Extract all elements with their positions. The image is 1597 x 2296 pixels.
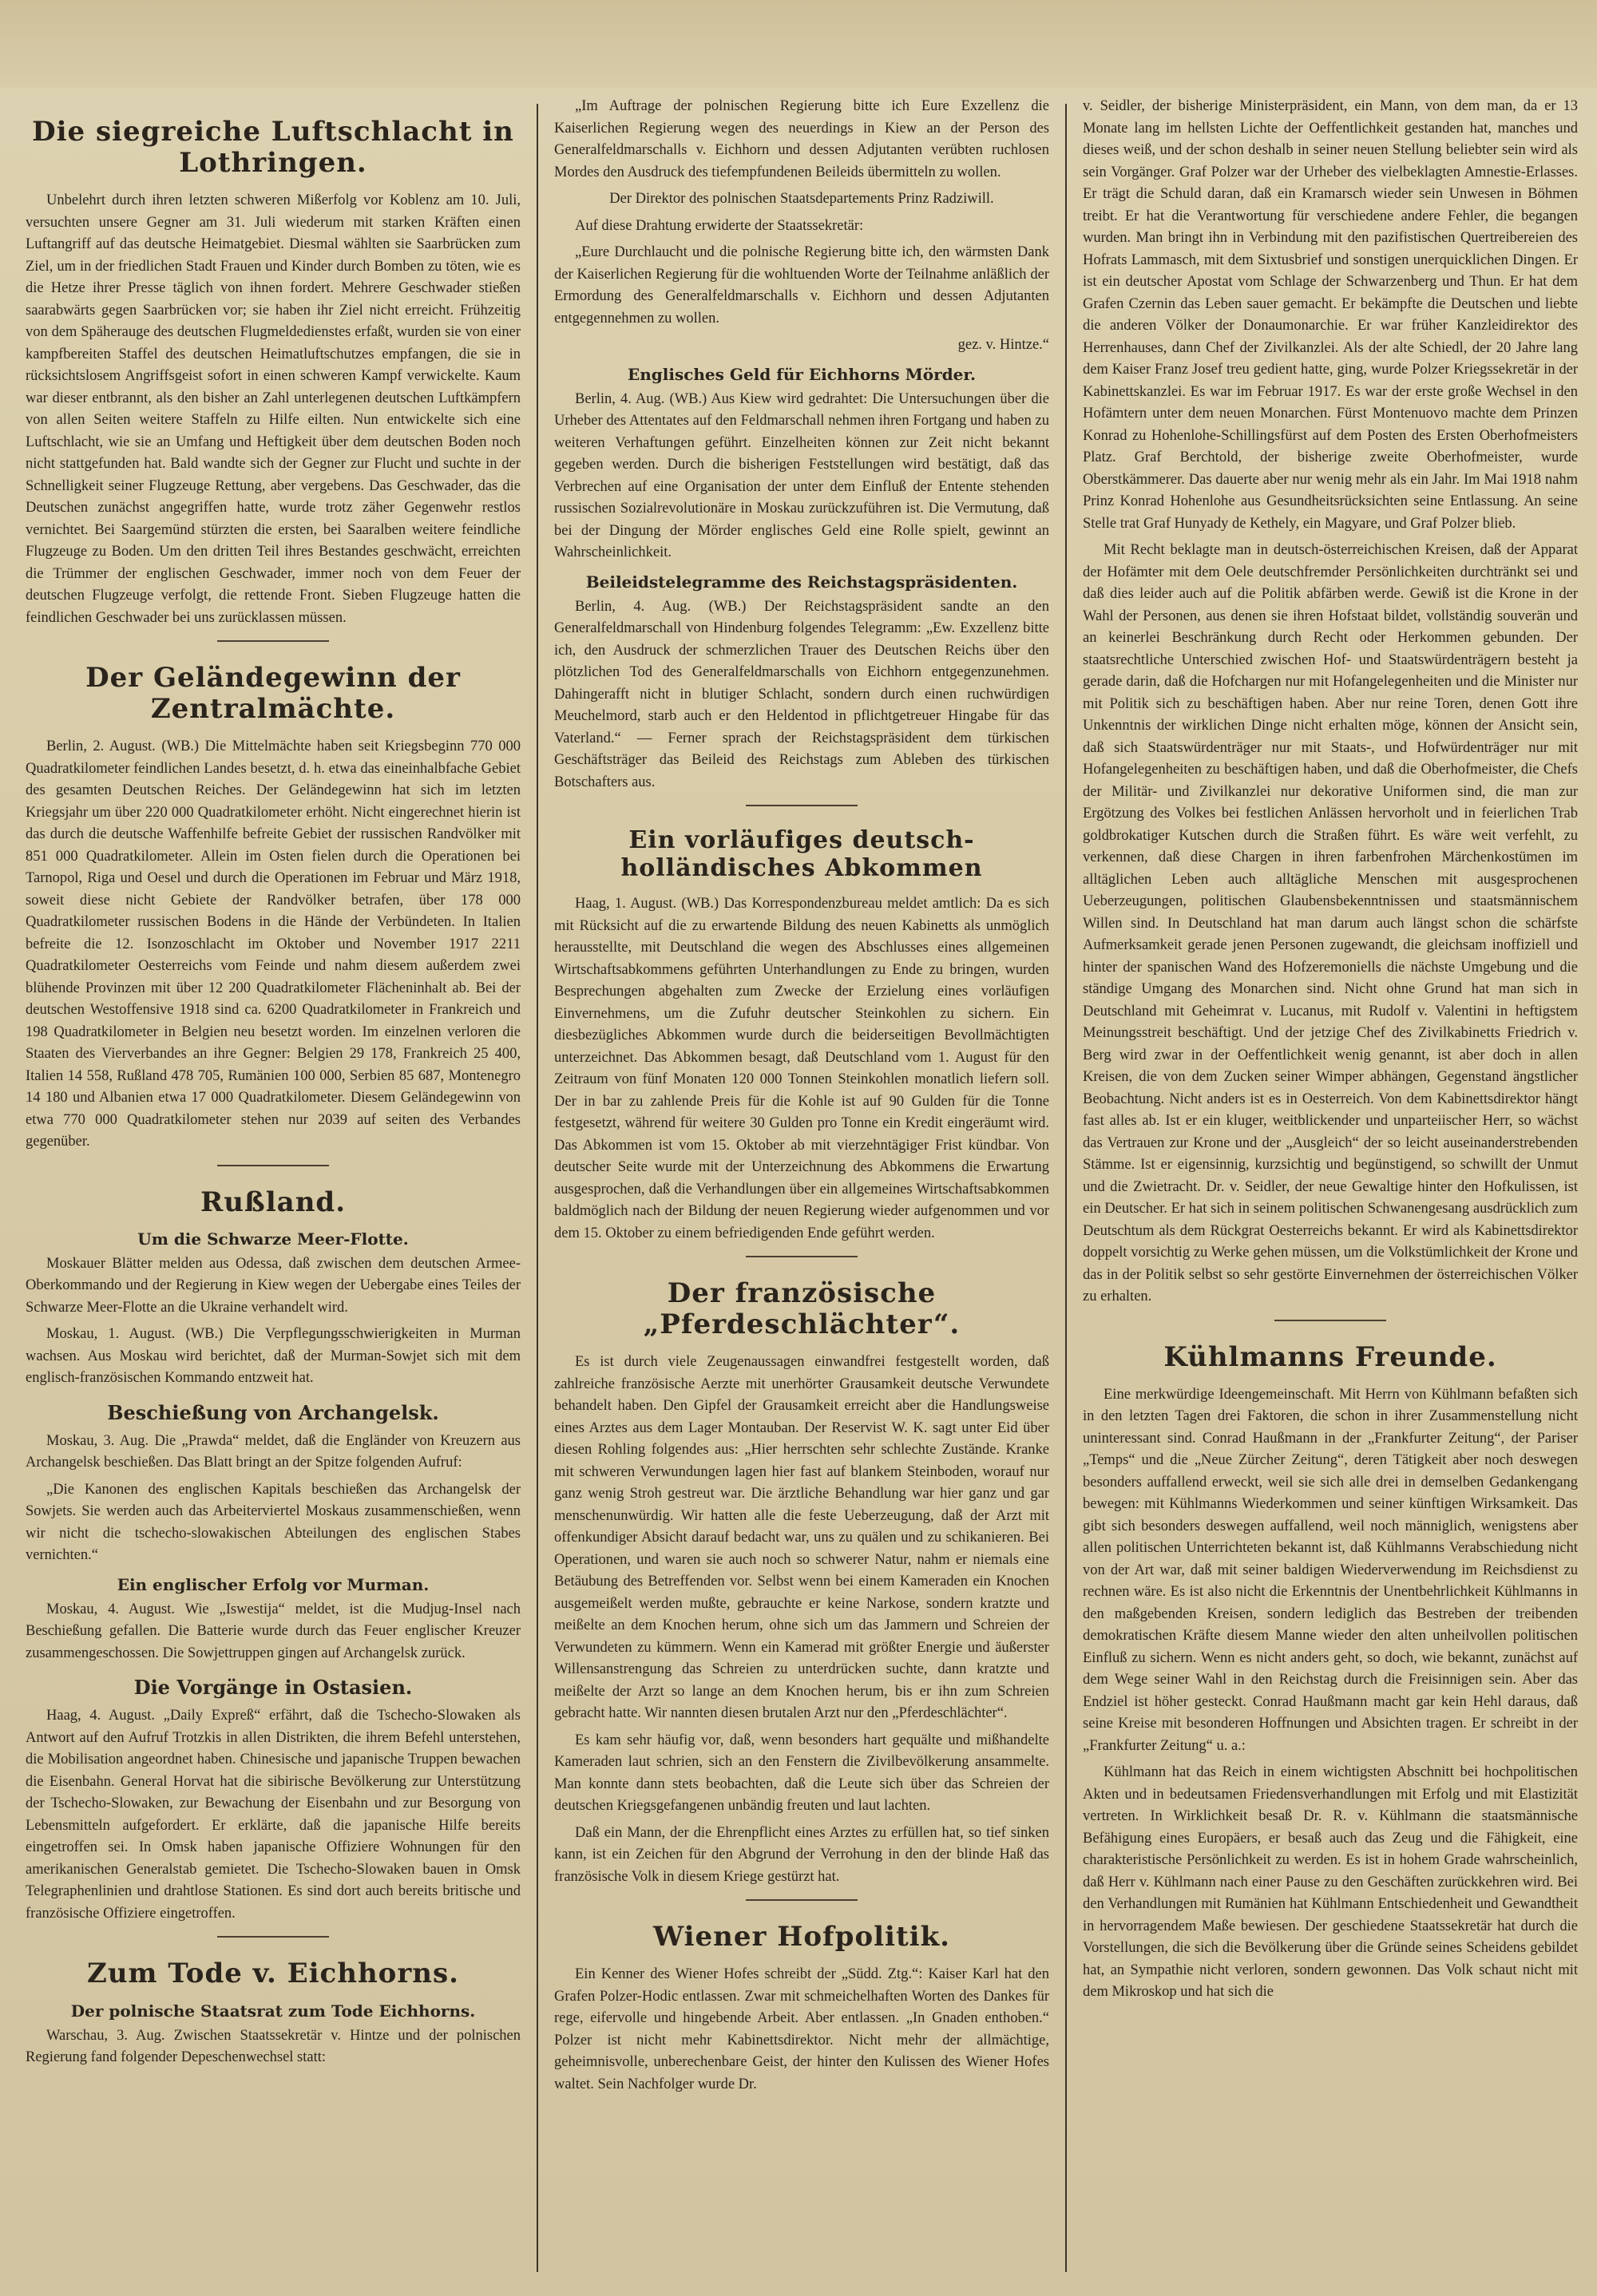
divider	[746, 1899, 858, 1901]
headline-luftschlacht: Die siegreiche Luftschlacht in Lothringen.	[32, 116, 514, 180]
article-paragraph: Berlin, 4. Aug. (WB.) Aus Kiew wird gedrahtet: Die Untersuchungen über die Urheber des Attentates auf den Feldmarschall nehmen ihren Fortgang und haben zu weiteren Verhaftungen geführt. Einzelheiten können zur Zeit nicht bekannt gegeben werden. Durch die bisherigen Feststellungen wird bestätigt, daß das Verbrechen auf eine Organisation der unter dem Einfluß der Entente stehenden russischen Sozialrevolutionäre in Moskau zurückzuführen ist. Die Vermutung, daß bei der Dingung der Mörder englisches Geld eine Rolle spielt, gewinnt an Wahrscheinlichkeit.	[554, 390, 1049, 560]
subheading-archangelsk: Beschießung von Archangelsk.	[107, 1400, 439, 1424]
article-paragraph: „Eure Durchlaucht und die polnische Regierung bitte ich, den wärmsten Dank der Kaiserlichen Regierung für die wohltuenden Worte der Teilnahme anläßlich der Ermordung des Generalfeldmarschalls v. Eichhorn und dessen Adjutanten entgegennehmen zu wollen.	[554, 244, 1049, 327]
signature: gez. v. Hintze.“	[957, 337, 1049, 353]
column-left	[18, 96, 529, 2280]
divider	[217, 1936, 329, 1938]
headline-gelaendegewinn: Der Geländegewinn der Zentralmächte.	[85, 662, 461, 726]
divider	[217, 1165, 329, 1166]
column-rule	[1065, 104, 1067, 2272]
article-paragraph: „Die Kanonen des englischen Kapitals beschießen das Archangelsk der Sowjets. Sie werden auch das Arbeiterviertel Moskaus zusammenschießen, wenn wir nicht die tschecho-slowakischen Abteilungen des englischen Stabes vernichten.“	[26, 1481, 521, 1564]
divider	[746, 1256, 858, 1257]
headline-wiener-hofpolitik: Wiener Hofpolitik.	[653, 1921, 950, 1954]
page-top-margin	[0, 0, 1597, 88]
article-paragraph: Kühlmann hat das Reich in einem wichtigsten Abschnitt bei hochpolitischen Akten und in bedeutsamen Friedensverhandlungen mit Erfolg und mit Elastizität vertreten. In Wirklichkeit besaß Dr. R. v. Kühlmann die staatsmännische Befähigung eines Europäers, er besaß auch das Zeug und die Fähigkeit, eine charakteristische Persönlichkeit zu werden. Es ist in hohem Grade wahrscheinlich, daß Herr v. Kühlmann nach einer Pause zu den Geschäften zurückkehren wird. Bei den Verhandlungen mit Rumänien hat Kühlmann Entschiedenheit und Gewandtheit in hervorragendem Maße bewiesen. Der geschiedene Staatssekretär hat durch die Vorstellungen, die sich die Bevölkerung über die Gründe seines Scheidens gebildet hat, an Sympathie nicht verloren, sondern gewonnen. Das Volk schaut nicht mit dem Mikroskop und hat sich die	[1083, 1764, 1578, 2001]
article-paragraph: Auf diese Drahtung erwiderte der Staatssekretär:	[575, 217, 864, 234]
headline-abkommen: Ein vorläufiges deutsch-holländisches Abkommen	[620, 826, 983, 882]
subheading-schwarze-meer-flotte: Um die Schwarze Meer-Flotte.	[137, 1229, 409, 1249]
article-paragraph: Ein Kenner des Wiener Hofes schreibt der „Südd. Ztg.“: Kaiser Karl hat den Grafen Polzer-Hodic entlassen. Zwar mit schmeichelhaften Worten des Dankes für rege, eifervolle und hingebende Arbeit. Aber entlassen. „In Gnaden enthoben.“ Polzer ist nicht mehr Kabinettsdirektor. Nicht mehr der allmächtige, geheimnisvolle, unberechenbare Geist, der hinter den Kulissen des Wiener Hofes waltet. Sein Nachfolger wurde Dr.	[554, 1966, 1049, 2092]
subheading-ostasien: Die Vorgänge in Ostasien.	[133, 1676, 413, 1700]
headline-russland: Rußland.	[200, 1186, 347, 1218]
article-paragraph: Haag, 1. August. (WB.) Das Korrespondenzbureau meldet amtlich: Da es sich mit Rücksicht auf die zu erwartende Bildung des neuen Kabinetts als unmöglich herausstellte, mit Deutschland die wegen des Abschlusses eines allgemeinen Wirtschaftsabkommens geführten Unterhandlungen zu Ende zu bringen, wurden Besprechungen abgehalten zum Zwecke der Erzielung eines vorläufigen Einvernehmens, um die Zufuhr deutscher Steinkohlen zu sichern. Ein diesbezügliches Abkommen wurde durch die beiderseitigen Bevollmächtigten unterzeichnet. Das Abkommen besagt, daß Deutschland vom 1. August für den Zeitraum von fünf Monaten 120 000 Tonnen Steinkohlen monatlich liefern soll. Der in bar zu zahlende Preis für die Kohle ist auf 90 Gulden für die Tonne festgesetzt, während für weitere 30 Gulden pro Tonne ein Kredit eingeräumt wird. Das Abkommen ist vom 15. Oktober ab mit vierzehntägiger Frist kündbar. Von deutscher Seite wurde mit der Unterzeichnung des Abkommens die Erwartung ausgesprochen, daß die Verhandlungen über ein allgemeines Wirtschaftsabkommen baldmöglich nach der Bildung der neuen Regierung wieder aufgenommen und vor dem 15. Oktober zu einem befriedigenden Ende geführt werden.	[554, 896, 1049, 1241]
column-rule	[537, 104, 538, 2272]
headline-eichhorn: Zum Tode v. Eichhorns.	[87, 1958, 459, 1990]
article-paragraph: Daß ein Mann, der die Ehrenpflicht eines Arztes zu erfüllen hat, so tief sinken kann, ist ein Zeichen für den Abgrund der Verrohung in den der blinde Haß das französische Volk in diesem Kriege gestürzt hat.	[554, 1824, 1049, 1885]
article-paragraph: v. Seidler, der bisherige Ministerpräsident, ein Mann, von dem man, da er 13 Monate lang im hellsten Lichte der Oeffentlichkeit gestanden hat, manches und dieses weiß, und der schon deshalb in seiner neuen Stellung beliebter sein wird als sein Vorgänger. Graf Polzer war der Urheber des vielbeklagten Amnestie-Erlasses. Er trägt die Schuld daran, daß ein Kramarsch wieder sein Unwesen in Böhmen treibt. Er hat die Verantwortung für verschiedene andere Fehler, die begangen wurden. Man bringt ihn in Verbindung mit den pazifistischen Quertreibereien des Hofrats Lammasch, mit dem Sixtusbrief und sonstigen unerquicklichen Dingen. Er ist ein deutscher Apostat vom Schlage der Schwarzenberg und Thun. Er hat dem Grafen Czernin das Leben sauer gemacht. Er bekämpfte die Deutschen und liebte die anderen Völker der Donaumonarchie. Er war früher Kanzleidirektor des Herrenhauses, dann Chef der Zivilkanzlei. Als der alte Schiedl, der 20 Jahre lang dem Kaiser Franz Josef treu gedient hatte, ging, wurde Polzer Kriegssekretär in der Kabinettskanzlei. Es war im Februar 1917. Es war der erste große Wechsel in den Hofämtern unter dem neuen Monarchen. Fürst Montenuovo machte dem Prinzen Konrad zu Hohenlohe-Schillingsfürst auf dem Posten des Ersten Oberhofmeisters Platz. Graf Berchtold, der bisherige zweite Oberhofmeister, wurde Oberstkämmerer. Das dauerte aber nur wenig mehr als ein Jahr. Im Mai 1918 nahm Prinz Konrad Hohenlohe aus Gesundheitsrücksichten seine Entlassung. An seine Stelle trat Graf Hunyady de Kethely, ein Magyare, und Graf Polzer blieb.	[1083, 98, 1578, 532]
article-paragraph: Moskau, 1. August. (WB.) Die Verpflegungsschwierigkeiten in Murman wachsen. Aus Moskau wird berichtet, daß der Murman-Sowjet sich mit dem englisch-französischen Kommando entzweit hat.	[26, 1326, 521, 1387]
column-right	[1075, 96, 1586, 2280]
divider	[746, 805, 858, 806]
subheading-beileid: Beileidstelegramme des Reichstagspräsidenten.	[585, 572, 1018, 592]
article-paragraph: Es kam sehr häufig vor, daß, wenn besonders hart gequälte und mißhandelte Kameraden laut schrien, sich an den Fenstern die Zivilbevölkerung ansammelte. Man konnte dann stets beobachten, daß die Leute sich über das Schreien der deutschen Kriegsgefangenen unbändig freuten und laut lachten.	[554, 1732, 1049, 1815]
signature: Der Direktor des polnischen Staatsdepartements Prinz Radziwill.	[609, 191, 994, 207]
divider	[217, 640, 329, 642]
article-paragraph: Es ist durch viele Zeugenaussagen einwandfrei festgestellt worden, daß zahlreiche französische Aerzte mit unerhörter Grausamkeit deutsche Verwundete behandelt haben. Den Gipfel der Grausamkeit erreicht aber die Handlungsweise eines Arztes aus dem Lager Montauban. Der Reservist W. K. sagt unter Eid über diesen Rohling folgendes aus: „Hier herrschten sehr schlechte Zustände. Kranke mit schweren Verwundungen lagen hier fast auf blankem Steinboden, worauf nur ganz wenig Stroh gestreut war. Die ärztliche Behandlung war hier ganz und gar menschenunwürdig. Wir hatten alle die feste Ueberzeugung, daß der Arzt mit offenkundiger Absicht darauf bedacht war, uns zu quälen und zu schikanieren. Bei Operationen, und waren sie auch noch so schwerer Natur, nahm er niemals eine Betäubung des Betreffenden vor. Selbst wenn bei einem Kameraden ein Knochen ausgemeißelt werden mußte, gebrauchte er keine Narkose, sondern kratzte und meißelte an dem Knochen herum, ohne sich um das Jammern und Schreien der Verwundeten zu kümmern. Wenn ein Kamerad mit größter Energie und äußerster Willensanstrengung das Schreien zu unterdrücken suchte, dann kratzte und meißelte der Arzt so lange an dem Knochen herum, bis er ihn zum Schreien gebracht hatte. Wir nannten diesen brutalen Arzt nur den „Pferdeschlächter“.	[554, 1354, 1049, 1722]
subheading-geld: Englisches Geld für Eichhorns Mörder.	[627, 364, 976, 384]
article-paragraph: „Im Auftrage der polnischen Regierung bitte ich Eure Exzellenz die Kaiserlichen Regierung wegen des neuerdings in Kiew an der Person des Generalfeldmarschalls v. Eichhorn und dessen Adjutanten verübten ruchlosen Mordes den Ausdruck des tiefempfundenen Beileids übermitteln zu wollen.	[554, 98, 1049, 180]
article-paragraph: Moskau, 4. August. Wie „Iswestija“ meldet, ist die Mudjug-Insel nach Beschießung gefallen. Die Batterie wurde durch das Feuer englischer Kreuzer zusammengeschossen. Die Sowjettruppen gingen auf Archangelsk zurück.	[26, 1601, 521, 1661]
subheading-staatsrat: Der polnische Staatsrat zum Tode Eichhorns.	[70, 2001, 476, 2021]
article-paragraph: Berlin, 2. August. (WB.) Die Mittelmächte haben seit Kriegsbeginn 770 000 Quadratkilometer feindlichen Landes besetzt, d. h. etwa das eineinhalbfache Gebiet des gesamten Deutschen Reiches. Der Geländegewinn hat sich im letzten Kriegsjahr um über 220 000 Quadratkilometer erhöht. Nicht eingerechnet hierin ist das durch die deutsche Waffenhilfe befreite Gebiet der russischen Randvölker mit 851 000 Quadratkilometer. Allein im Osten fielen durch die Operationen bei Tarnopol, Riga und Oesel und durch die Operationen im Februar und März 1918, soweit diese nicht Gebiete der Randvölker betrafen, über 178 000 Quadratkilometer russischen Bodens in die Hände der Verbündeten. In Italien befreite die 12. Isonzoschlacht im Oktober und November 1917 2211 Quadratkilometer Oesterreichs vom Feinde und nahm diesem außerdem zwei blühende Provinzen mit über 12 200 Quadratkilometer Flächeninhalt ab. Bei der deutschen Westoffensive 1918 sind ca. 6200 Quadratkilometer in Frankreich und 198 Quadratkilometer in Belgien neu besetzt worden. Im einzelnen verloren die Staaten des Vierverbandes an ihre Gegner: Belgien 29 178, Frankreich 25 400, Italien 14 558, Rußland 478 705, Rumänien 100 000, Serbien 85 687, Montenegro 14 180 und Albanien etwa 17 000 Quadratkilometer. Diesem Geländegewinn von etwa 770 000 Quadratkilometer stehen nur 2039 auf seiten des Verbandes gegenüber.	[26, 738, 521, 1150]
article-paragraph: Unbelehrt durch ihren letzten schweren Mißerfolg vor Koblenz am 10. Juli, versuchten unsere Gegner am 31. Juli wiederum mit starken Kräften einen Luftangriff auf das deutsche Heimatgebiet. Diesmal wählten sie Saarbrücken zum Ziel, um in der friedlichen Stadt Frauen und Kinder durch Bomben zu töten, wie es die Hetze ihrer Presse täglich von ihnen fordert. Mehrere Geschwader stießen saarabwärts gegen Saarbrücken vor; sie haben ihr Ziel nicht erreicht. Frühzeitig von dem Späherauge des deutschen Flugmeldedienstes erfaßt, wurden sie von einer kampfbereiten Staffel des deutschen Heimatluftschutzes empfangen, die sie in rücksichtslosem Angriffsgeist sofort in einen schweren Kampf verwickelte. Kaum war dieser entbrannt, als den bisher an Zahl unterlegenen deutschen Luftkämpfern von allen Seiten weitere Staffeln zu Hilfe eilten. Nun entwickelte sich eine Luftschlacht, wie sie an Umfang und Heftigkeit über dem deutschen Boden noch nicht stattgefunden hat. Bald wandte sich der Gegner zur Flucht und suchte in der Schnelligkeit seiner Flugzeuge Rettung, aber vergebens. Das Geschwader, das die Deutschen zunächst angegriffen hatte, wurde trotz zäher Gegenwehr restlos vernichtet. Bei Saargemünd stürzten die ersten, bei Saaralben weitere feindliche Flugzeuge zu Boden. Um den dritten Teil ihres Bestandes geschwächt, erreichten die Trümmer der englischen Geschwader, immer noch von dem Feuer der deutschen Flugzeuge verfolgt, die rettende Front. Sieben Flugzeuge hatten die feindlichen Geschwader bei uns zurücklassen müssen.	[26, 192, 521, 626]
article-paragraph: Warschau, 3. Aug. Zwischen Staatssekretär v. Hintze und der polnischen Regierung fand folgender Depeschenwechsel statt:	[26, 2027, 521, 2066]
article-paragraph: Moskau, 3. Aug. Die „Prawda“ meldet, daß die Engländer von Kreuzern aus Archangelsk beschießen. Das Blatt bringt an der Spitze folgenden Aufruf:	[26, 1432, 521, 1471]
subheading-murman: Ein englischer Erfolg vor Murman.	[117, 1574, 430, 1594]
article-paragraph: Mit Recht beklagte man in deutsch-österreichischen Kreisen, daß der Apparat der Hofämter mit dem Oele deutschfremder Persönlichkeiten durchtränkt sei und daß dies leider auch auf die Politik abfärben werde. Gewiß ist die Krone in der Wahl der Personen, aus denen sie ihren Hofstaat bildet, vollständig souverän und an keinerlei Beschränkung durch Recht oder Herkommen gebunden. Der staatsrechtliche Unterschied zwischen Hof- und Staatswürdenträgern besteht ja gerade darin, daß die Hofchargen nur mit Hofangelegenheiten und die Minister nur mit Politik sich zu beschäftigen haben. Aber nur reine Toren, denen Gott ihre Unkenntnis der wirklichen Dinge nicht erhalten möge, können der Ansicht sein, daß sich Staatswürdenträger nur mit Staats-, und Hofwürdenträger nur mit Hofangelegenheiten zu beschäftigen haben, und daß die Oberhofmeister, die Chefs der Militär- und Zivilkanzlei nur dekorative Uniformen sind, die man zur Ergötzung des Volkes bei festlichen Anlässen hervorholt und in feierlichen Trab goldbrokatiger Kutschen durch die Straßen führt. Es wäre weit verfehlt, zu verkennen, daß diese Chargen in ihren farbenfrohen Märchenkostümen im alltäglichen Leben auch alltägliche Menschen mit ausgesprochenen Ueberzeugungen, politischen Glaubensbekenntnissen und staatsmännischem Willen sind. In Deutschland hat man darum auch längst schon die schärfste Aufmerksamkeit gerade jenen Personen zugewandt, die gleichsam inoffiziell und hinter der spanischen Wand des Hofzeremoniells die nächste Umgebung und die ständige Umgang des Monarchen sind. Nicht ohne Grund hat man sich in Deutschland mit Geheimrat v. Lucanus, mit Rudolf v. Valentini in heftigstem Meinungsstreit beschäftigt. Und der jetzige Chef des Zivilkabinetts Friedrich v. Berg wird zwar in der Oeffentlichkeit wenig genannt, ist aber doch in allen Kreisen, die von dem Zucken seiner Wimper abhängen, Gegenstand ängstlicher Beobachtung. Nicht anders ist es in Oesterreich. Von dem Kabinettsdirektor hängt fast alles ab. Ist er ein kluger, weitblickender und unparteiischer Herr, so wächst das Vertrauen zur Krone und der „Ausgleich“ der so leicht auseinanderstrebenden Stämme. Ist er eigensinnig, kurzsichtig und begünstigend, so schwillt der Unmut und die Zwietracht. Dr. v. Seidler, der neue Gewaltige hinter den Hofkulissen, ist ein Deutscher. Er hat sich in seinem politischen Schwanengesang ausdrücklich zum Deutschtum als dem Rückgrat Oesterreichs bekannt. Er wird als Kabinettsdirektor doppelt vorsichtig zu Werke gehen müssen, um die Volkstümlichkeit der Krone und das in der Politik selbst so sehr gestörte Einvernehmen der österreichischen Völker zu erhalten.	[1083, 542, 1578, 1304]
article-paragraph: Moskauer Blätter melden aus Odessa, daß zwischen dem deutschen Armee-Oberkommando und der Regierung in Kiew wegen der Uebergabe eines Teiles der Schwarze Meer-Flotte an die Ukraine verhandelt wird.	[26, 1255, 521, 1316]
headline-pferdeschlaechter: Der französische „Pferdeschlächter“.	[643, 1277, 961, 1341]
article-paragraph: Eine merkwürdige Ideengemeinschaft. Mit Herrn von Kühlmann befaßten sich in den letzten Tagen drei Faktoren, die schon in ihrer Zusammenstellung nicht uninteressant sind. Conrad Haußmann in der „Frankfurter Zeitung“, der Pariser „Temps“ und die „Neue Zürcher Zeitung“, deren Tätigkeit aber noch deswegen besonders auffallend erweckt, weil sie sich alle drei in demselben Gedankengang bewegen: mit Kühlmanns Wiederkommen und seiner künftigen Wirksamkeit. Das gibt sich besonders deswegen auffallend, weil noch männiglich, wenigstens aber allen politischen Unterrichteten bekannt ist, daß Kühlmanns Verabschiedung nicht von der Art war, daß mit seiner baldigen Wiederverwendung im Reichsdienst zu rechnen wäre. Es ist also nicht die Erkenntnis der Unentbehrlichkeit Kühlmanns in den maßgebenden Kreisen, sondern lediglich das Bestreben der treibenden demokratischen Kräfte diesem Manne wieder den alten unheilvollen politischen Einfluß zu sichern. Wenn es nicht anders geht, so doch, wie bekannt, zunächst auf dem Wege seiner Wahl in den Reichstag durch die Freisinnigen sein. Aber das Endziel ist höher gesteckt. Conrad Haußmann macht gar kein Hehl daraus, daß seine Kreise mit besonderen Hoffnungen und Absichten tragen. Er schreibt in der „Frankfurter Zeitung“ u. a.:	[1083, 1386, 1578, 1754]
article-paragraph: Haag, 4. August. „Daily Expreß“ erfährt, daß die Tschecho-Slowaken als Antwort auf den Aufruf Trotzkis in allen Distrikten, die ihrem Befehl unterstehen, die Mobilisation angeordnet haben. Chinesische und japanische Truppen bewachen die Eisenbahn. General Horvat hat die sibirische Bevölkerung zur Unterstützung der Tschecho-Slowaken, zur Bewachung der Eisenbahn und zur Besorgung von Lebensmitteln aufgefordert. Er erklärte, daß die japanische Hilfe bereits eingetroffen sei. In Omsk haben japanische Offiziere Wohnungen für den amerikanischen Generalstab gemietet. Die Tschecho-Slowaken bauen in Omsk Telegraphenlinien und drahtlose Stationen. Es sind dort auch bereits britische und französische Offiziere eingetroffen.	[26, 1708, 521, 1922]
column-middle	[546, 96, 1057, 2280]
divider	[1274, 1320, 1386, 1321]
article-paragraph: Berlin, 4. Aug. (WB.) Der Reichstagspräsident sandte an den Generalfeldmarschall von Hindenburg folgendes Telegramm: „Ew. Exzellenz bitte ich, den Ausdruck der schmerzlichen Trauer des Deutschen Reichs über den plötzlichen Tod des Generalfeldmarschalls von Eichhorn entgegenzunehmen. Dahingerafft nicht in blutiger Schlacht, sondern durch einen ruchwürdigen Meuchelmord, starb auch er den Heldentod in pflichtgetreuer Hingabe für das Vaterland.“ — Ferner sprach der Reichstagspräsident dem türkischen Geschäftsträger das Beileid des Reichstags zum Ableben des türkischen Botschafters aus.	[554, 598, 1049, 790]
headline-kuehlmann: Kühlmanns Freunde.	[1163, 1340, 1497, 1373]
